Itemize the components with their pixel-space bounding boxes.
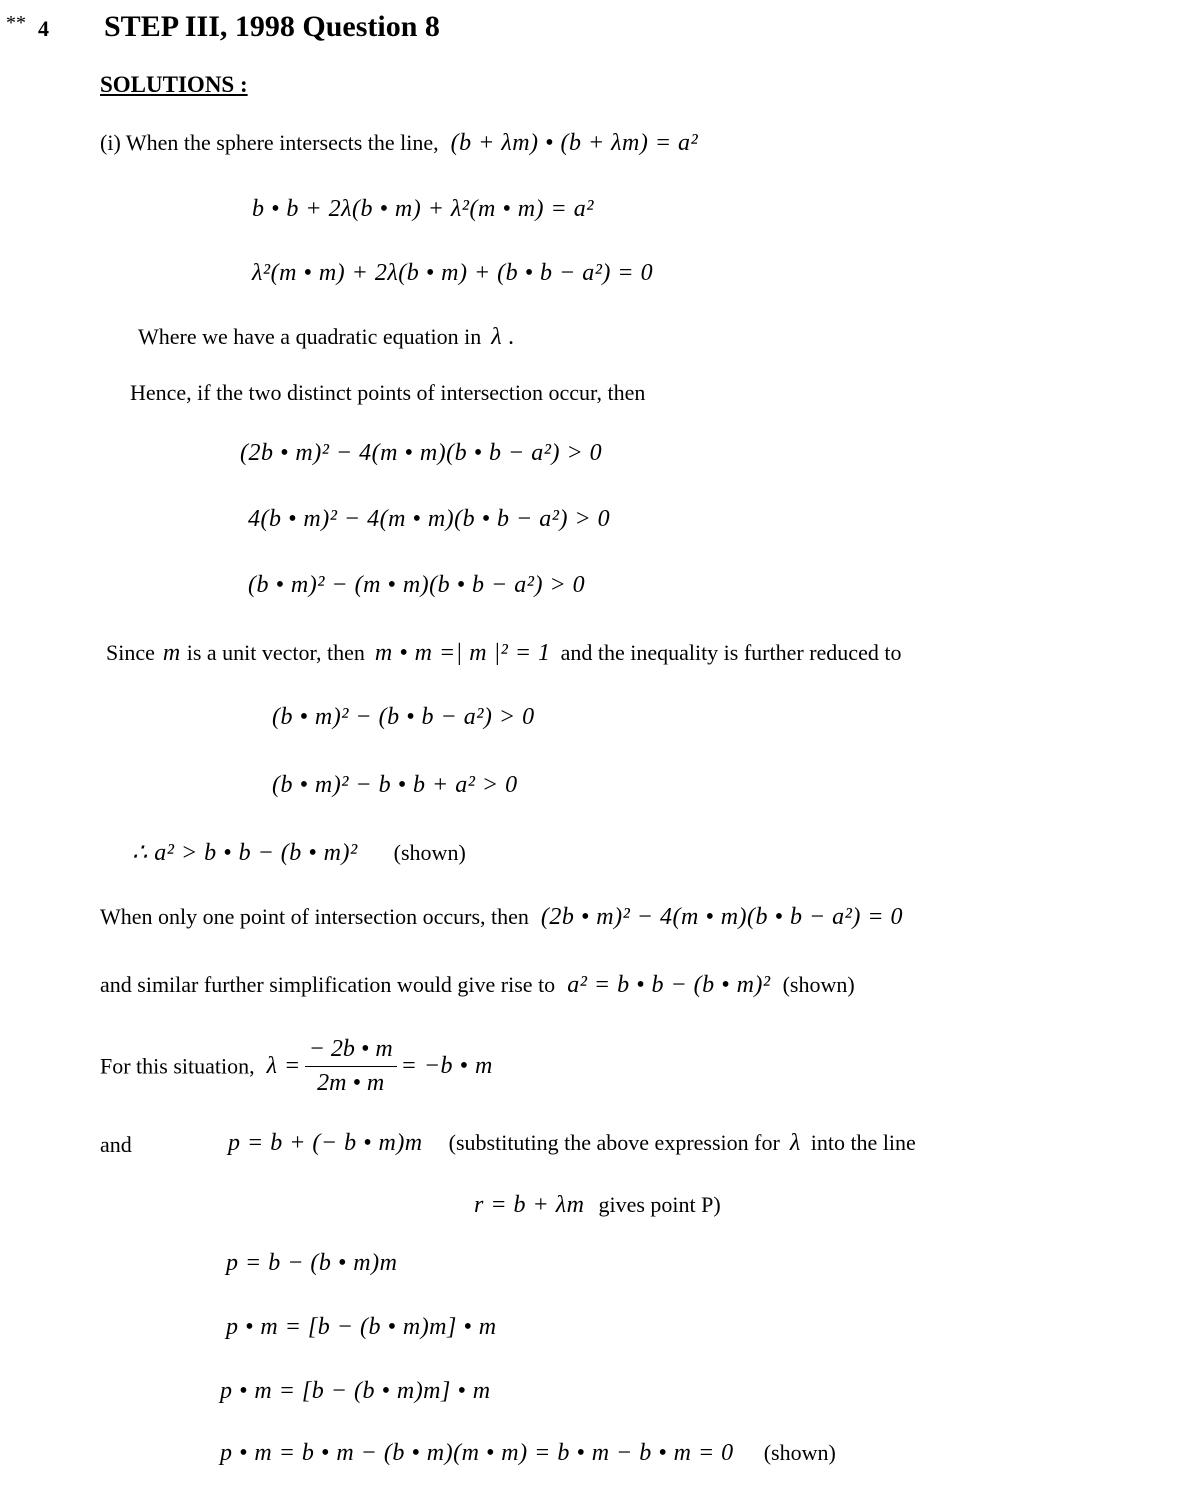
line-9-m: m <box>162 640 181 666</box>
line-15-rhs: = −b • m <box>400 1053 493 1079</box>
line-9-since: Since <box>106 640 155 665</box>
line-9-unit: is a unit vector, then <box>186 640 365 665</box>
line-16-text: (substituting the above expression for <box>448 1130 780 1155</box>
line-15 <box>100 1036 493 1097</box>
line-16-math: p = b + (− b • m)m <box>228 1130 423 1156</box>
equation-6: (2b • m)² − 4(m • m)(b • b − a²) > 0 <box>240 440 603 466</box>
fraction-denominator: 2m • m <box>317 1070 385 1096</box>
line-1-text: (i) When the sphere intersects the line, <box>100 130 439 155</box>
solutions-heading: SOLUTIONS : <box>100 72 248 97</box>
equation-2: b • b + 2λ(b • m) + λ²(m • m) = a² <box>252 196 594 222</box>
fraction-numerator: − 2b • m <box>305 1036 397 1067</box>
page-title: STEP III, 1998 Question 8 <box>104 10 440 43</box>
line-14-math: a² = b • b − (b • m)² <box>567 972 771 998</box>
line-9 <box>106 640 901 667</box>
line-14-shown: (shown) <box>782 972 855 997</box>
line-1 <box>100 130 698 157</box>
equation-3: λ²(m • m) + 2λ(b • m) + (b • b − a²) = 0 <box>252 260 654 286</box>
line-4-text: Where we have a quadratic equation in <box>138 324 482 349</box>
line-13 <box>100 904 903 931</box>
equation-7: 4(b • m)² − 4(m • m)(b • b − a²) > 0 <box>248 506 611 532</box>
line-14-text: and similar further simplification would give rise to <box>100 972 556 997</box>
equation-20: p • m = [b − (b • m)m] • m <box>220 1378 491 1404</box>
line-21-shown: (shown) <box>763 1440 836 1465</box>
line-15-text: For this situation, <box>100 1053 255 1079</box>
lambda-symbol: λ . <box>491 324 516 350</box>
line-12-math: ∴ a² > b • b − (b • m)² <box>132 840 358 866</box>
line-21-math: p • m = b • m − (b • m)(m • m) = b • m − b • m = 0 <box>220 1440 734 1466</box>
line-16-lambda: λ <box>789 1130 801 1156</box>
line-9-math: m • m =| m |² = 1 <box>374 640 551 666</box>
line-21 <box>220 1440 836 1467</box>
line-16 <box>228 1130 916 1157</box>
difficulty-stars: ** <box>6 12 26 34</box>
line-4 <box>138 324 515 351</box>
equation-18: p = b − (b • m)m <box>226 1250 398 1276</box>
line-14 <box>100 972 855 999</box>
line-1-math: (b + λm) • (b + λm) = a² <box>450 130 699 156</box>
line-17 <box>474 1192 721 1219</box>
line-16-text2: into the line <box>810 1130 916 1155</box>
line-15-lhs: λ = <box>266 1053 301 1079</box>
line-12-shown: (shown) <box>393 840 466 865</box>
line-5: Hence, if the two distinct points of intersection occur, then <box>130 380 646 405</box>
equation-11: (b • m)² − b • b + a² > 0 <box>272 772 518 798</box>
line-12 <box>132 838 466 867</box>
equation-10: (b • m)² − (b • b − a²) > 0 <box>272 704 535 730</box>
line-9-reduced: and the inequality is further reduced to <box>560 640 902 665</box>
line-17-math: r = b + λm <box>474 1192 585 1218</box>
line-13-text: When only one point of intersection occurs, then <box>100 904 529 929</box>
lambda-fraction <box>305 1036 397 1097</box>
line-17-text: gives point P) <box>598 1192 721 1217</box>
equation-8: (b • m)² − (m • m)(b • b − a²) > 0 <box>248 572 586 598</box>
equation-19: p • m = [b − (b • m)m] • m <box>226 1314 497 1340</box>
line-13-math: (2b • m)² − 4(m • m)(b • b − a²) = 0 <box>540 904 904 930</box>
question-number: 4 <box>38 16 49 41</box>
line-16-and: and <box>100 1132 132 1157</box>
